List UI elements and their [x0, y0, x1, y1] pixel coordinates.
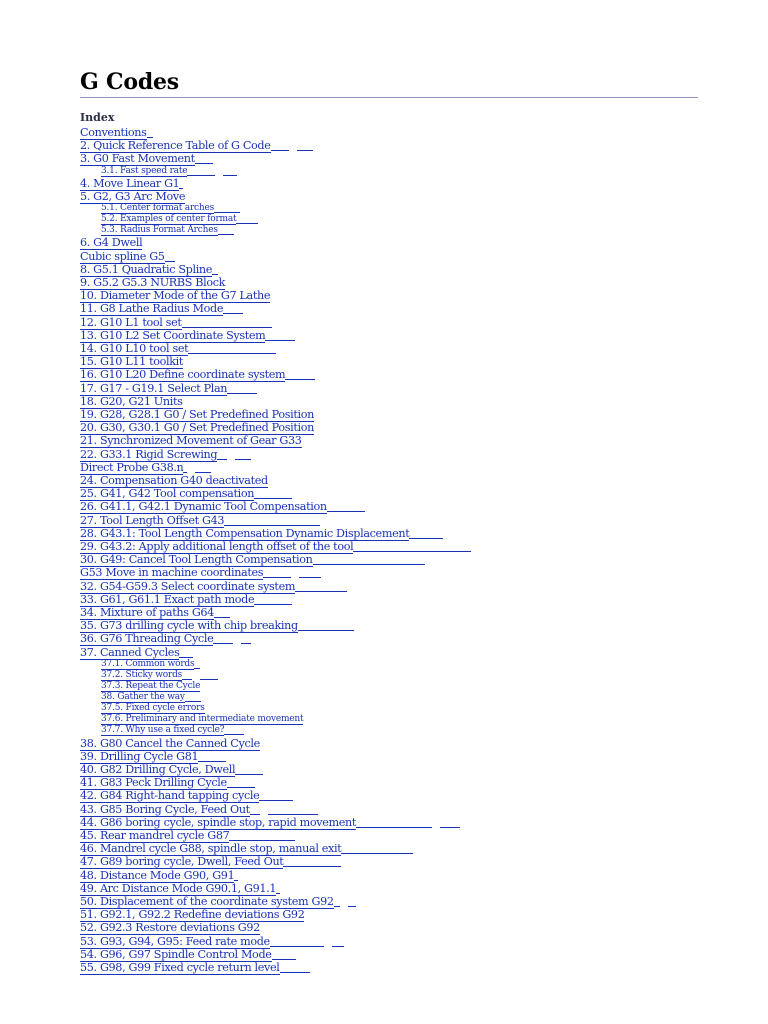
toc-item-link[interactable]: [80, 763, 698, 776]
table-of-contents: [80, 126, 698, 974]
toc-item-link[interactable]: [80, 355, 698, 368]
toc-underline-tail: [250, 803, 260, 815]
toc-underline-tail: [268, 803, 318, 815]
toc-item-text: 16. G10 L20 Define coordinate system: [80, 368, 286, 382]
toc-underline-tail: [194, 659, 200, 669]
toc-item-text: 51. G92.1, G92.2 Redefine deviations G92: [80, 908, 305, 922]
toc-underline-tail: [188, 342, 276, 354]
toc-underline-tail: [182, 316, 272, 328]
toc-item-text: 3.1. Fast speed rate: [101, 165, 188, 176]
toc-item-text: 13. G10 L2 Set Coordinate System: [80, 328, 266, 342]
toc-underline-tail: [200, 670, 218, 680]
toc-underline-tail: [165, 250, 175, 262]
toc-underline-tail: [254, 593, 292, 605]
toc-item-text: 49. Arc Distance Mode G90.1, G91.1: [80, 881, 277, 895]
toc-item-link[interactable]: [80, 342, 698, 355]
toc-item-text: 12. G10 L1 tool set: [80, 315, 182, 329]
toc-item-link[interactable]: [80, 895, 698, 908]
toc-item-text: 38. Gather the way: [101, 692, 185, 703]
toc-item-text: 41. G83 Peck Drilling Cycle: [80, 776, 227, 790]
toc-underline-tail: [213, 632, 233, 644]
toc-item-link[interactable]: [80, 540, 698, 553]
toc-item-link[interactable]: [80, 776, 698, 789]
title-divider: [80, 97, 698, 98]
toc-underline-tail: [356, 816, 432, 828]
toc-item-text: 29. G43.2: Apply additional length offset of the tool: [80, 540, 354, 554]
toc-subitem-link[interactable]: [80, 203, 698, 214]
toc-item-link[interactable]: [80, 908, 698, 921]
toc-item-text: 26. G41.1, G42.1 Dynamic Tool Compensation: [80, 500, 327, 514]
toc-item-link[interactable]: [80, 474, 698, 487]
toc-item-link[interactable]: [80, 632, 698, 645]
toc-subitem-link[interactable]: [80, 166, 698, 177]
toc-underline-tail: [224, 514, 320, 526]
toc-underline-tail: [236, 214, 258, 224]
toc-item-text: 25. G41, G42 Tool compensation: [80, 487, 255, 501]
toc-underline-tail: [235, 763, 263, 775]
toc-item-link[interactable]: [80, 514, 698, 527]
toc-underline-tail: [259, 789, 293, 801]
toc-item-link[interactable]: [80, 250, 698, 263]
toc-item-link[interactable]: [80, 276, 698, 289]
toc-item-text: 50. Displacement of the coordinate system G92: [80, 894, 334, 908]
toc-subitem-link[interactable]: [80, 225, 698, 236]
toc-item-text: 14. G10 L10 tool set: [80, 342, 189, 356]
toc-item-link[interactable]: [80, 737, 698, 750]
toc-underline-tail: [254, 487, 292, 499]
toc-item-link[interactable]: [80, 855, 698, 868]
toc-item-link[interactable]: [80, 434, 698, 447]
toc-underline-tail: [409, 527, 443, 539]
toc-subitem-link[interactable]: [80, 714, 698, 725]
toc-item-text: 54. G96, G97 Spindle Control Mode: [80, 947, 272, 961]
toc-item-text: 43. G85 Boring Cycle, Feed Out: [80, 802, 250, 816]
toc-item-text: Cubic spline G5: [80, 249, 165, 263]
toc-item-text: 24. Compensation G40 deactivated: [80, 474, 268, 488]
toc-item-link[interactable]: [80, 593, 698, 606]
index-heading: Index: [80, 111, 115, 124]
toc-subitem-link[interactable]: [80, 681, 698, 692]
toc-underline-tail: [198, 750, 226, 762]
toc-underline-tail: [229, 829, 295, 841]
toc-underline-tail: [341, 842, 413, 854]
toc-item-link[interactable]: [80, 382, 698, 395]
toc-item-text: 5.3. Radius Format Arches: [101, 225, 218, 236]
toc-item-text: 37. Canned Cycles: [80, 645, 180, 659]
toc-item-text: 20. G30, G30.1 G0 / Set Predefined Position: [80, 421, 314, 435]
toc-item-text: 47. G89 boring cycle, Dwell, Feed Out: [80, 855, 284, 869]
toc-item-text: 19. G28, G28.1 G0 / Set Predefined Position: [80, 408, 314, 422]
toc-underline-tail: [297, 139, 313, 151]
toc-item-text: 39. Drilling Cycle G81: [80, 749, 199, 763]
toc-item-text: 37.1. Common words: [101, 658, 195, 669]
toc-underline-tail: [147, 126, 153, 138]
toc-item-link[interactable]: [80, 487, 698, 500]
toc-item-text: 52. G92.3 Restore deviations G92: [80, 921, 260, 935]
toc-item-link[interactable]: [80, 935, 698, 948]
toc-underline-tail: [283, 855, 341, 867]
toc-underline-tail: [348, 895, 356, 907]
toc-subitem-link[interactable]: [80, 703, 698, 714]
toc-underline-tail: [217, 448, 227, 460]
toc-item-link[interactable]: [80, 302, 698, 315]
toc-underline-tail: [195, 461, 211, 473]
toc-item-link[interactable]: [80, 750, 698, 763]
toc-underline-tail: [263, 566, 291, 578]
toc-item-link[interactable]: [80, 263, 698, 276]
toc-item-link[interactable]: [80, 448, 698, 461]
toc-item-text: G53 Move in machine coordinates: [80, 566, 264, 580]
toc-underline-tail: [241, 632, 251, 644]
toc-item-text: 8. G5.1 Quadratic Spline: [80, 262, 213, 276]
toc-item-text: 30. G49: Cancel Tool Length Compensation: [80, 553, 313, 567]
toc-underline-tail: [223, 302, 243, 314]
toc-item-text: 34. Mixture of paths G64: [80, 606, 214, 620]
toc-item-link[interactable]: [80, 139, 698, 152]
toc-item-text: 28. G43.1: Tool Length Compensation Dynamic Displacement: [80, 526, 410, 540]
toc-item-text: 2. Quick Reference Table of G Code: [80, 139, 271, 153]
toc-item-link[interactable]: [80, 842, 698, 855]
toc-underline-tail: [270, 935, 324, 947]
toc-item-link[interactable]: [80, 566, 698, 579]
toc-item-link[interactable]: [80, 816, 698, 829]
toc-item-link[interactable]: [80, 829, 698, 842]
toc-item-link[interactable]: [80, 177, 698, 190]
toc-underline-tail: [179, 646, 193, 658]
toc-underline-tail: [299, 566, 321, 578]
toc-item-text: 53. G93, G94, G95: Feed rate mode: [80, 934, 270, 948]
toc-item-text: 45. Rear mandrel cycle G87: [80, 828, 230, 842]
toc-underline-tail: [440, 816, 460, 828]
toc-item-link[interactable]: [80, 869, 698, 882]
toc-item-text: 10. Diameter Mode of the G7 Lathe: [80, 289, 271, 303]
toc-underline-tail: [182, 670, 192, 680]
toc-item-text: 18. G20, G21 Units: [80, 394, 183, 408]
toc-underline-tail: [313, 553, 425, 565]
toc-underline-tail: [212, 263, 218, 275]
toc-item-text: 48. Distance Mode G90, G91: [80, 868, 235, 882]
toc-underline-tail: [214, 606, 230, 618]
toc-underline-tail: [272, 948, 296, 960]
toc-item-text: 55. G98, G99 Fixed cycle return level: [80, 961, 280, 974]
toc-item-text: 40. G82 Drilling Cycle, Dwell: [80, 762, 236, 776]
toc-item-text: Direct Probe G38.n: [80, 460, 184, 474]
toc-underline-tail: [280, 961, 310, 973]
toc-underline-tail: [179, 177, 183, 189]
toc-item-text: 35. G73 drilling cycle with chip breaking: [80, 619, 298, 633]
page-title: G Codes: [80, 69, 179, 95]
toc-item-link[interactable]: [80, 316, 698, 329]
toc-item-text: 32. G54-G59.3 Select coordinate system: [80, 579, 296, 593]
toc-item-text: 21. Synchronized Movement of Gear G33: [80, 434, 302, 448]
toc-underline-tail: [271, 139, 289, 151]
toc-subitem-link[interactable]: [80, 214, 698, 225]
toc-item-link[interactable]: [80, 329, 698, 342]
toc-item-text: 5.2. Examples of center format: [101, 214, 237, 225]
toc-item-link[interactable]: [80, 126, 698, 139]
toc-item-link[interactable]: [80, 882, 698, 895]
toc-item-text: 37.5. Fixed cycle errors: [101, 703, 205, 714]
toc-item-link[interactable]: [80, 236, 698, 249]
toc-item-link[interactable]: [80, 289, 698, 302]
toc-item-link[interactable]: [80, 948, 698, 961]
toc-subitem-link[interactable]: [80, 670, 698, 681]
toc-underline-tail: [327, 500, 365, 512]
toc-item-text: 33. G61, G61.1 Exact path mode: [80, 592, 255, 606]
toc-underline-tail: [353, 540, 471, 552]
toc-underline-tail: [265, 329, 295, 341]
toc-underline-tail: [218, 225, 234, 235]
toc-underline-tail: [298, 619, 354, 631]
toc-item-text: 37.3. Repeat the Cycle: [101, 681, 201, 692]
toc-underline-tail: [214, 203, 240, 213]
toc-item-text: 5.1. Center format arches: [101, 203, 215, 214]
toc-underline-tail: [224, 725, 244, 735]
toc-item-text: 37.7. Why use a fixed cycle?: [101, 725, 225, 736]
toc-item-link[interactable]: [80, 500, 698, 513]
toc-item-text: 38. G80 Cancel the Canned Cycle: [80, 736, 260, 750]
toc-item-text: 36. G76 Threading Cycle: [80, 632, 214, 646]
toc-item-text: 15. G10 L11 toolkit: [80, 355, 184, 369]
toc-underline-tail: [187, 166, 215, 176]
toc-item-text: 9. G5.2 G5.3 NURBS Block: [80, 276, 226, 289]
toc-item-link[interactable]: [80, 461, 698, 474]
toc-item-link[interactable]: [80, 553, 698, 566]
toc-item-link[interactable]: [80, 190, 698, 203]
toc-item-link[interactable]: [80, 580, 698, 593]
toc-item-link[interactable]: [80, 921, 698, 934]
toc-item-text: 37.2. Sticky words: [101, 669, 183, 680]
toc-underline-tail: [295, 580, 347, 592]
toc-item-text: 11. G8 Lathe Radius Mode: [80, 302, 224, 316]
toc-item-link[interactable]: [80, 646, 698, 659]
toc-underline-tail: [223, 166, 237, 176]
toc-item-text: 4. Move Linear G1: [80, 176, 180, 190]
toc-item-text: 42. G84 Right-hand tapping cycle: [80, 789, 260, 803]
toc-subitem-link[interactable]: [80, 692, 698, 703]
toc-item-link[interactable]: [80, 789, 698, 802]
toc-underline-tail: [183, 461, 187, 473]
toc-underline-tail: [235, 448, 251, 460]
toc-item-text: 44. G86 boring cycle, spindle stop, rapid movement: [80, 815, 357, 829]
toc-underline-tail: [334, 895, 340, 907]
toc-subitem-link[interactable]: [80, 725, 698, 736]
toc-item-text: 37.6. Preliminary and intermediate movement: [101, 714, 304, 725]
toc-underline-tail: [234, 869, 238, 881]
toc-item-text: 17. G17 - G19.1 Select Plan: [80, 381, 228, 395]
toc-underline-tail: [276, 882, 280, 894]
toc-item-link[interactable]: [80, 606, 698, 619]
toc-item-link[interactable]: [80, 803, 698, 816]
toc-item-text: Conventions: [80, 126, 147, 139]
toc-item-text: 3. G0 Fast Movement: [80, 152, 195, 166]
toc-item-text: 27. Tool Length Offset G43: [80, 513, 225, 527]
toc-item-link[interactable]: [80, 961, 698, 974]
toc-item-link[interactable]: [80, 152, 698, 165]
toc-item-text: 46. Mandrel cycle G88, spindle stop, manual exit: [80, 842, 342, 856]
toc-item-link[interactable]: [80, 421, 698, 434]
toc-subitem-link[interactable]: [80, 659, 698, 670]
toc-item-link[interactable]: [80, 527, 698, 540]
toc-underline-tail: [227, 776, 255, 788]
toc-item-text: 22. G33.1 Rigid Screwing: [80, 447, 218, 461]
toc-item-text: 6. G4 Dwell: [80, 236, 143, 250]
toc-item-link[interactable]: [80, 619, 698, 632]
toc-underline-tail: [227, 382, 257, 394]
toc-underline-tail: [332, 935, 344, 947]
toc-underline-tail: [285, 368, 315, 380]
toc-underline-tail: [195, 152, 213, 164]
toc-underline-tail: [185, 692, 201, 702]
toc-item-link[interactable]: [80, 408, 698, 421]
toc-item-text: 5. G2, G3 Arc Move: [80, 189, 186, 203]
toc-item-link[interactable]: [80, 395, 698, 408]
toc-item-link[interactable]: [80, 368, 698, 381]
